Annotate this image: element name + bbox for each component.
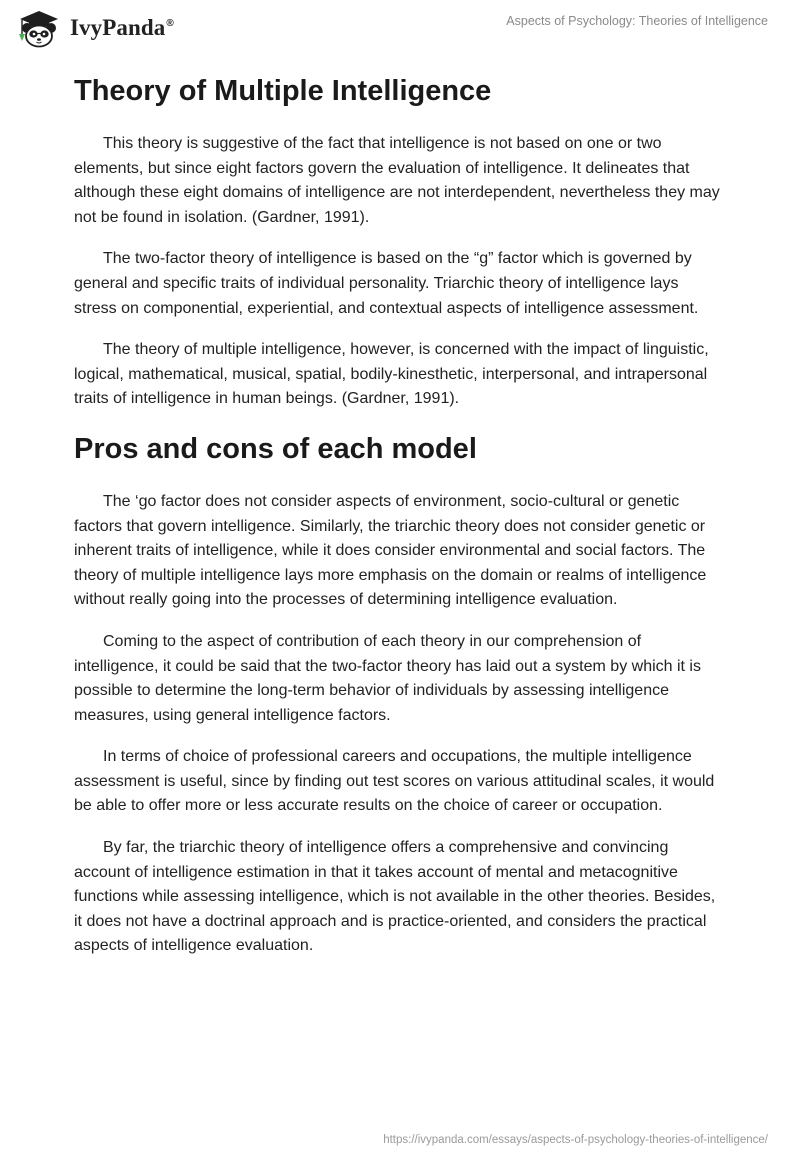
paragraph: In terms of choice of professional careers and occupations, the multiple intelligence assessment is useful, since by finding out test scores on various attitudinal scales, it would be able to offer more or less accurate results on the choice of career or occupation. <box>74 748 715 815</box>
paragraph: By far, the triarchic theory of intelligence offers a comprehensive and convincing account of intelligence estimation in that it takes account of mental and metacognitive functions while assessing intelligence, which is not available in the other theories. Besides, it does not have a doctrinal approach and is practice-oriented, and considers the practical aspects of intelligence evaluation. <box>74 839 716 955</box>
ivypanda-logo[interactable] <box>14 8 174 48</box>
paragraph: This theory is suggestive of the fact that intelligence is not based on one or two elements, but since eight factors govern the evaluation of intelligence. It delineates that although these eight domains of intelligence are not interdependent, nevertheless they may not be found in isolation. (Gardner, 1991). <box>74 135 720 226</box>
brand-name: IvyPanda® <box>70 15 174 40</box>
source-url[interactable]: https://ivypanda.com/essays/aspects-of-psychology-theories-of-intelligence/ <box>383 1134 768 1146</box>
page-header <box>0 0 800 56</box>
section-heading: Pros and cons of each model <box>74 432 477 465</box>
paragraph: The ‘go factor does not consider aspects of environment, socio-cultural or genetic factors that govern intelligence. Similarly, the triarchic theory does not consider genetic or inherent traits of intelligence, while it does consider environmental and social factors. The theory of multiple intelligence lays more emphasis on the domain or realms of intelligence without really going into the processes of determining intelligence evaluation. <box>74 492 707 609</box>
document-title: Aspects of Psychology: Theories of Intelligence <box>506 14 768 28</box>
essay-content <box>74 70 722 959</box>
registered-mark: ® <box>166 18 174 30</box>
panda-graduate-icon <box>14 8 64 48</box>
section-heading: Theory of Multiple Intelligence <box>74 75 492 107</box>
paragraph: The two-factor theory of intelligence is based on the “g” factor which is governed by general and specific traits of individual personality. Triarchic theory of intelligence lays stress on componential, experiential, and contextual aspects of intelligence assessment. <box>74 250 699 317</box>
paragraph: Coming to the aspect of contribution of each theory in our comprehension of intelligence, it could be said that the two-factor theory has laid out a system by which it is possible to determine the long-term behavior of individuals by assessing intelligence measures, using general intelligence factors. <box>74 632 701 724</box>
paragraph: The theory of multiple intelligence, however, is concerned with the impact of linguistic, logical, mathematical, musical, spatial, bodily-kinesthetic, interpersonal, and intrapersonal traits of intelligence in human beings. (Gardner, 1991). <box>74 341 709 408</box>
